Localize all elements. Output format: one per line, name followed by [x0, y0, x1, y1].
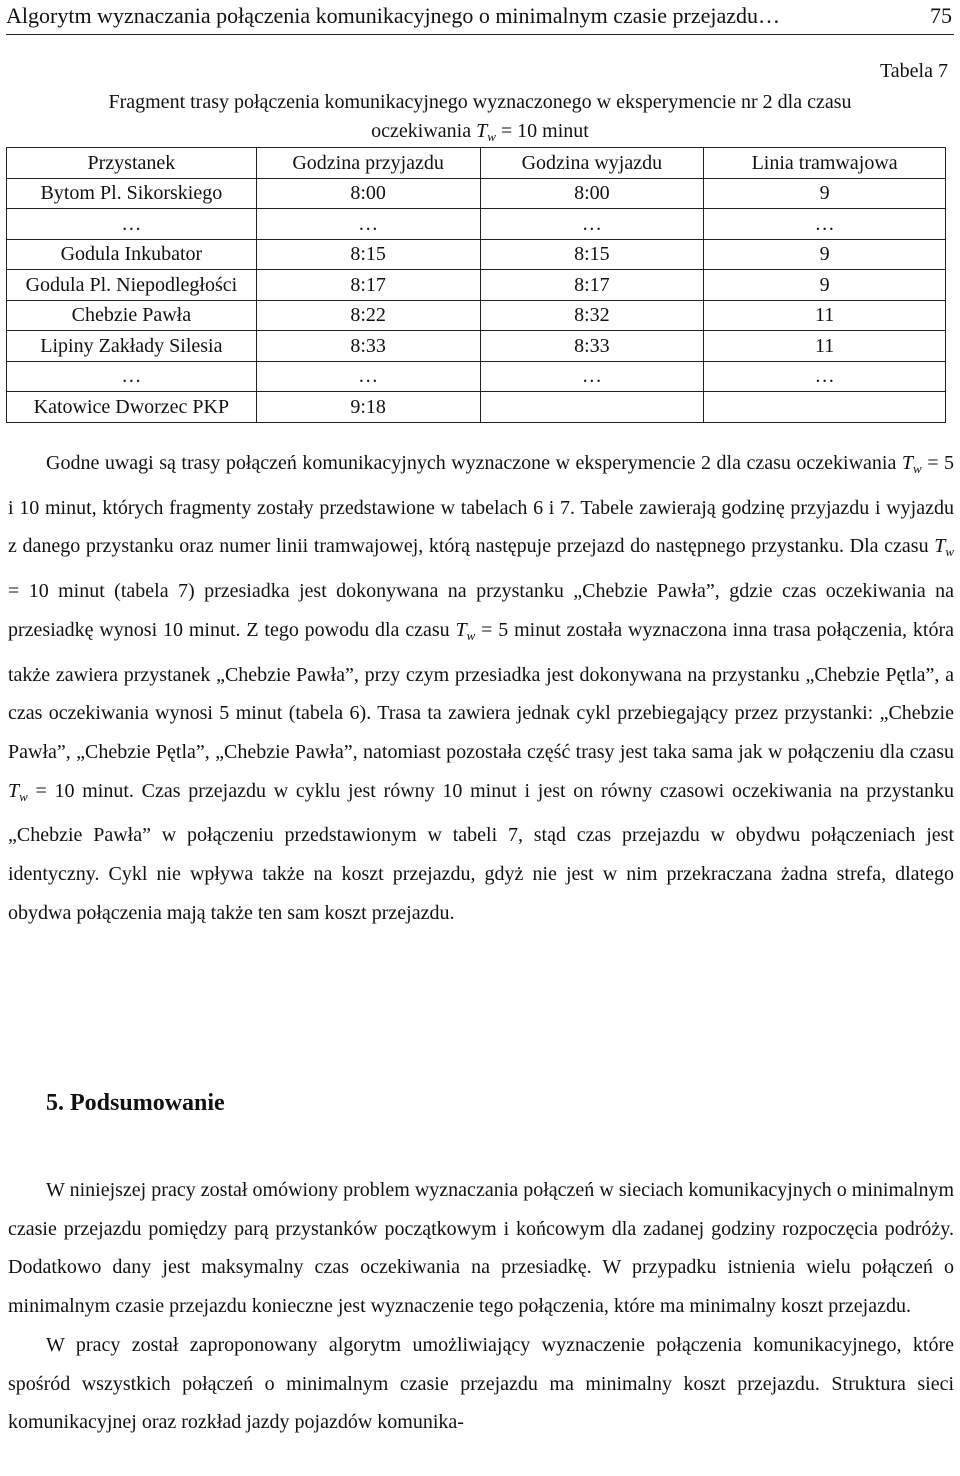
table-header-row: [7, 148, 946, 179]
header-cell-stop: Przystanek: [7, 148, 257, 179]
table-row: [7, 331, 946, 362]
table-cell: Lipiny Zakłady Silesia: [7, 331, 257, 362]
subscript-w: w: [945, 544, 954, 560]
table-label: Tabela 7: [879, 60, 948, 82]
text-run: = 10 minut (tabela 7) przesiadka jest dokonywana na przystanku „Chebzie Pawła”, gdzie czas oczekiwania na przesiadkę wynosi 10 minut. Z tego powodu dla czasu: [8, 580, 954, 641]
table-caption-line1: Fragment trasy połączenia komunikacyjnego wyznaczonego w eksperymencie nr 2 dla czasu: [108, 91, 852, 113]
page-number: 75: [930, 3, 952, 28]
table-cell: 9: [704, 239, 946, 270]
variable-T: T: [934, 535, 946, 558]
table-cell: …: [7, 361, 257, 392]
route-table: [6, 147, 946, 423]
table-cell: [480, 392, 704, 423]
variable-T: T: [8, 779, 20, 802]
table-cell: …: [704, 209, 946, 240]
table-cell: 8:00: [256, 178, 480, 209]
table-cell: 8:00: [480, 178, 704, 209]
table-row: [7, 392, 946, 423]
table-cell: 9: [704, 270, 946, 301]
variable-T: T: [901, 452, 913, 474]
table-cell: …: [480, 209, 704, 240]
header-cell-departure: Godzina wyjazdu: [480, 148, 704, 179]
table-cell: 9:18: [256, 392, 480, 423]
table-cell: 8:22: [256, 300, 480, 331]
caption-subscript: w: [487, 129, 496, 144]
table-row: [7, 178, 946, 209]
table-cell: 8:15: [256, 239, 480, 270]
table-cell: [704, 392, 946, 423]
table-caption-line2: [0, 117, 960, 151]
subscript-w: w: [19, 788, 28, 804]
running-header: [6, 0, 954, 35]
header-cell-arrival: Godzina przyjazdu: [256, 148, 480, 179]
caption-value: = 10 minut: [500, 120, 589, 142]
table-cell: Bytom Pl. Sikorskiego: [7, 178, 257, 209]
table-cell: …: [256, 361, 480, 392]
caption-text: oczekiwania: [371, 120, 472, 142]
table-row: [7, 239, 946, 270]
table-cell: 8:17: [256, 270, 480, 301]
table-row: [7, 209, 946, 240]
header-title: Algorytm wyznaczania połączenia komunikacyjnego o minimalnym czasie przejazdu…: [6, 3, 780, 28]
table-cell: 8:33: [256, 331, 480, 362]
table-cell: Godula Pl. Niepodległości: [7, 270, 257, 301]
paragraph-discussion: [8, 444, 954, 932]
variable-T: T: [455, 618, 467, 641]
summary-paragraph-1: W niniejszej pracy został omówiony problem wyznaczania połączeń w sieciach komunikacyjnych o minimalnym czasie przejazdu pomiędzy parą przystanków początkowym i końcowym dla zadanej godziny rozpoczęcia podróży. Dodatkowo dany jest maksymalny czas oczekiwania na przesiadkę. W przypadku istnienia wielu połączeń o minimalnym czasie przejazdu konieczne jest wyznaczenie tego połączenia, które ma minimalny koszt przejazdu.: [8, 1179, 954, 1318]
table-cell: 11: [704, 331, 946, 362]
table-cell: 8:32: [480, 300, 704, 331]
table-row: [7, 361, 946, 392]
table-cell: …: [704, 361, 946, 392]
table-cell: Godula Inkubator: [7, 239, 257, 270]
section-heading: 5. Podsumowanie: [46, 1090, 225, 1116]
table-cell: 8:17: [480, 270, 704, 301]
paragraph-summary: [8, 1171, 954, 1442]
table-cell: …: [480, 361, 704, 392]
text-run: = 5 i 10 minut, których fragmenty zostały przedstawione w tabelach 6 i 7. Tabele zawierają godzinę przyjazdu i wyjazdu z danego przystanku oraz numer linii tramwajowej, którą następuje przejazd do następnego przystanku. Dla czasu: [8, 452, 954, 558]
table-cell: 11: [704, 300, 946, 331]
table-cell: 8:33: [480, 331, 704, 362]
table-cell: 8:15: [480, 239, 704, 270]
table-cell: …: [256, 209, 480, 240]
table-cell: …: [7, 209, 257, 240]
table-row: [7, 270, 946, 301]
text-run: Godne uwagi są trasy połączeń komunikacyjnych wyznaczone w eksperymencie 2 dla czasu oczekiwania: [46, 452, 902, 474]
text-run: = 10 minut. Czas przejazdu w cyklu jest równy 10 minut i jest on równy czasowi oczekiwania na przystanku „Chebzie Pawła” w połączeniu przedstawionym w tabeli 7, stąd czas przejazdu w obydwu połączeniach jest identyczny. Cykl nie wpływa także na koszt przejazdu, gdyż nie jest w nim przekraczana żadna strefa, dlatego obydwa połączenia mają także ten sam koszt przejazdu.: [8, 779, 954, 924]
table-row: [7, 300, 946, 331]
subscript-w: w: [466, 627, 476, 643]
text-run: = 5 minut została wyznaczona inna trasa połączenia, która także zawiera przystanek „Chebzie Pawła”, przy czym przesiadka jest dokonywana na przystanku „Chebzie Pętla”, a czas oczekiwania wynosi 5 minut (tabela 6). Trasa ta zawiera jednak cykl przebiegający przez przystanki: „Chebzie Pawła”, „Chebzie Pętla”, „Chebzie Pawła”, natomiast pozostała część trasy jest taka sama jak w połączeniu dla czasu: [8, 618, 954, 763]
summary-paragraph-2: W pracy został zaproponowany algorytm umożliwiający wyznaczenie połączenia komunikacyjnego, które spośród wszystkich połączeń o minimalnym czasie przejazdu ma minimalny koszt przejazdu. Struktura sieci komunikacyjnej oraz rozkład jazdy pojazdów komunika-: [8, 1333, 954, 1434]
subscript-w: w: [913, 461, 922, 476]
table-cell: Chebzie Pawła: [7, 300, 257, 331]
caption-variable: T: [476, 120, 488, 142]
header-cell-line: Linia tramwajowa: [704, 148, 946, 179]
table-cell: Katowice Dworzec PKP: [7, 392, 257, 423]
table-cell: 9: [704, 178, 946, 209]
